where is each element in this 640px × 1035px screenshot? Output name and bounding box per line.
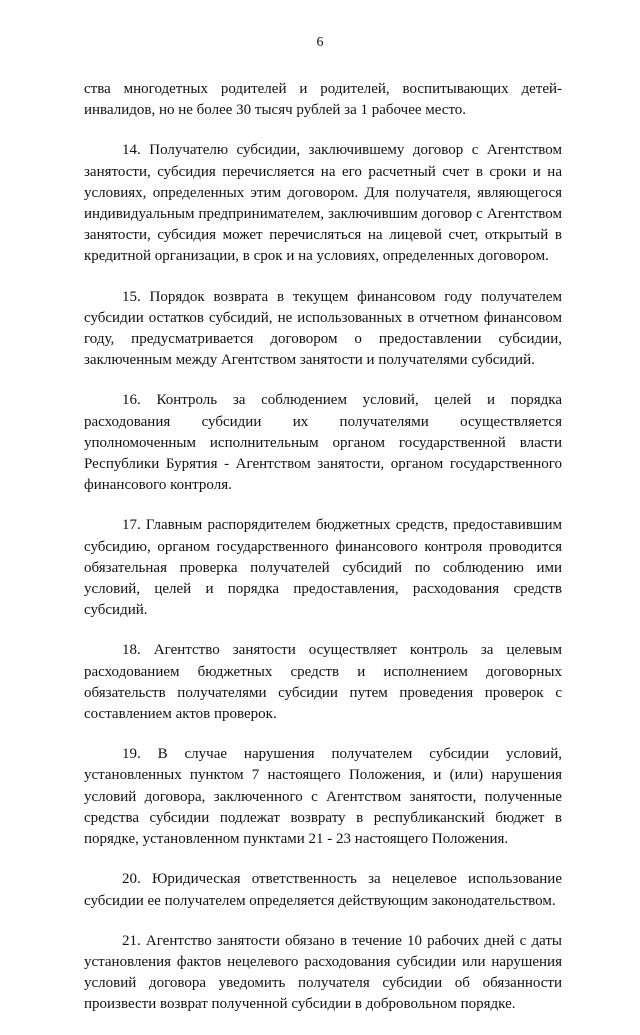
paragraph-17: 17. Главным распорядителем бюджетных средств, предоставившим субсидию, органом государственного финансового контроля проводится обязательная проверка получателей субсидий по соблюдению ими условий, целей и порядка предоставления, расходования средств субсидий. <box>84 517 562 619</box>
paragraph-14: 14. Получателю субсидии, заключившему договор с Агентством занятости, субсидия перечисляется на его расчетный счет в сроки и на условиях, определенных этим договором. Для получателя, являющегося индивидуальным предпринимателем, заключившим договор с Агентством занятости, субсидия может перечисляться на лицевой счет, открытый в кредитной организации, в срок и на условиях, определенных договором. <box>84 142 562 265</box>
document-body <box>84 79 562 1035</box>
paragraph-19: 19. В случае нарушения получателем субсидии условий, установленных пунктом 7 настоящего Положения, и (или) нарушения условий договора, заключенного с Агентством занятости, полученные средства субсидии подлежат возврату в республиканский бюджет в порядке, установленном пунктами 21 - 23 настоящего Положения. <box>84 746 562 848</box>
paragraph-20: 20. Юридическая ответственность за нецелевое использование субсидии ее получателем определяется действующим законодательством. <box>84 871 562 909</box>
paragraph-21: 21. Агентство занятости обязано в течение 10 рабочих дней с даты установления фактов нецелевого расходования субсидии или нарушения условий договора уведомить получателя субсидии об обязанности произвести возврат полученной субсидии в добровольном порядке. <box>84 932 562 1013</box>
page-number: 6 <box>316 35 324 50</box>
paragraph-16: 16. Контроль за соблюдением условий, целей и порядка расходования субсидии их получателями осуществляется уполномоченным исполнительным органом государственной власти Республики Бурятия - Агентством занятости, органом государственного финансового контроля. <box>84 392 562 494</box>
paragraph-continuation: ства многодетных родителей и родителей, воспитывающих детей-инвалидов, но не более 30 тысяч рублей за 1 рабочее место. <box>84 81 562 119</box>
paragraph-15: 15. Порядок возврата в текущем финансовом году получателем субсидии остатков субсидий, не использованных в отчетном финансовом году, предусматривается договором о предоставлении субсидии, заключенным между Агентством занятости и получателями субсидий. <box>84 288 562 369</box>
paragraph-18: 18. Агентство занятости осуществляет контроль за целевым расходованием бюджетных средств и исполнением договорных обязательств получателями субсидии путем проведения проверок с составлением актов проверок. <box>84 642 562 723</box>
